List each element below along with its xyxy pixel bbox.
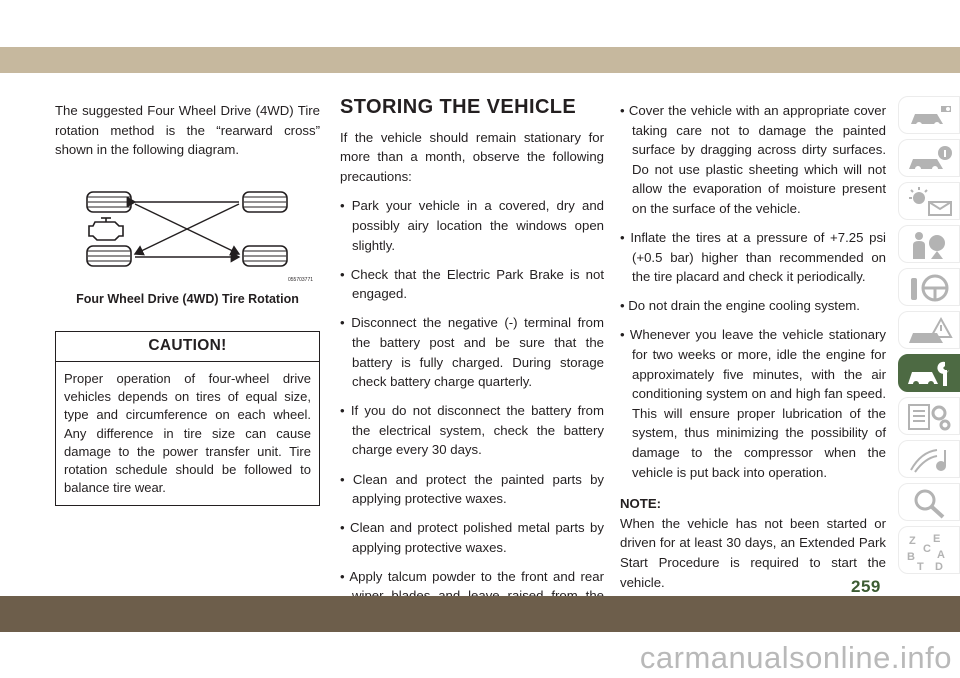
watermark: carmanualsonline.info	[639, 640, 952, 675]
caution-body: Proper operation of four-wheel drive vehicles depends on tires of equal size, type and circumference on each wheel. Any difference in tire size can cause damage to the power transfer unit. Tire rotation schedule should be followed to balance tire wear.	[64, 370, 311, 496]
tab-getting-to-know-instrument-panel[interactable]	[898, 139, 960, 177]
header-band	[0, 47, 960, 73]
specifications-gears-icon	[905, 401, 957, 433]
tab-in-case-of-emergency[interactable]	[898, 311, 960, 349]
list-item: • Whenever you leave the vehicle stationary for two weeks or more, idle the engine for approximately five minutes, with the air conditioning system on and high fan speed. This will ensure proper lubrication of the system, thus minimizing the possibility of damage to the compressor when the vehicle is put back into operation.	[620, 327, 886, 480]
front-left-tire-icon	[87, 192, 131, 212]
car-key-icon	[905, 100, 957, 132]
list-item: • If you do not disconnect the battery from the electrical system, check the battery charge every 30 days.	[340, 403, 604, 458]
index-letter: D	[935, 561, 943, 572]
list-item: • Disconnect the negative (-) terminal from the battery post and be sure that the battery is fully charged. During storage check battery charge quarterly.	[340, 315, 604, 390]
tab-index[interactable]	[898, 526, 960, 574]
diagram-id: 055703771	[288, 276, 314, 283]
steering-wheel-icon	[905, 272, 957, 304]
tab-technical-specifications[interactable]	[898, 397, 960, 435]
tab-getting-to-know-vehicle[interactable]	[898, 96, 960, 134]
search-magnifier-icon	[905, 487, 957, 519]
caution-title: CAUTION!	[56, 332, 319, 362]
list-item: • Clean and protect the painted parts by applying protective waxes.	[340, 471, 604, 507]
tab-safety[interactable]	[898, 182, 960, 220]
tab-multimedia[interactable]	[898, 440, 960, 478]
hazard-car-icon	[905, 315, 957, 347]
tab-customer-assistance[interactable]	[898, 483, 960, 521]
index-letter: E	[933, 533, 941, 545]
tire-rotation-intro: The suggested Four Wheel Drive (4WD) Tire rotation method is the “rearward cross” shown in the following diagram.	[55, 103, 320, 158]
storing-intro: If the vehicle should remain stationary for more than a month, observe the following precautions:	[340, 129, 604, 184]
chapter-tabs	[898, 96, 960, 574]
index-letters-icon	[905, 530, 957, 572]
note-text: When the vehicle has not been started or driven for at least 30 days, an Extended Park Start Procedure is required to start the vehicle.	[620, 515, 886, 590]
note-label: NOTE:	[620, 496, 662, 512]
multimedia-icon	[905, 444, 957, 476]
tab-servicing-maintenance[interactable]	[898, 354, 960, 392]
car-wrench-icon	[905, 358, 957, 390]
list-item: • Clean and protect polished metal parts by applying protective waxes.	[340, 520, 604, 555]
caution-box	[55, 331, 320, 506]
index-letter: B	[907, 551, 915, 563]
rear-right-tire-icon	[243, 246, 287, 266]
index-letter: C	[923, 543, 931, 555]
list-item: • Park your vehicle in a covered, dry and possibly airy location the windows open slightly.	[340, 198, 604, 253]
tire-rotation-diagram	[55, 178, 320, 286]
diagram-caption: Four Wheel Drive (4WD) Tire Rotation	[76, 291, 299, 306]
tab-multimedia-driving[interactable]	[898, 268, 960, 306]
list-item: • Cover the vehicle with an appropriate cover taking care not to damage the painted surface by dragging across dirty surfaces. Do not use plastic sheeting which will not allow the evaporation of moisture present on the surface of the vehicle.	[620, 103, 886, 216]
middle-column	[340, 96, 604, 635]
engine-icon	[89, 218, 123, 240]
index-letter: Z	[909, 535, 916, 547]
warning-light-message-icon	[905, 186, 957, 218]
seatbelt-airbag-icon	[905, 229, 957, 261]
list-item: • Do not drain the engine cooling system.	[620, 298, 860, 314]
list-item: • Inflate the tires at a pressure of +7.25 psi (+0.5 bar) higher than recommended on the tire placard and check it periodically.	[620, 230, 886, 285]
page-number: 259	[851, 577, 881, 596]
section-heading: STORING THE VEHICLE	[340, 96, 577, 118]
tab-starting-operating[interactable]	[898, 225, 960, 263]
index-letter: A	[937, 549, 945, 561]
car-info-icon	[905, 143, 957, 175]
rotation-arrows	[135, 202, 239, 257]
index-letter: T	[917, 561, 924, 572]
rear-left-tire-icon	[87, 246, 131, 266]
left-column	[55, 101, 320, 506]
list-item: • Apply talcum powder to the front and rear	[340, 568, 604, 584]
list-item: • Check that the Electric Park Brake is not engaged.	[340, 266, 604, 302]
footer-band	[0, 596, 960, 632]
front-right-tire-icon	[243, 192, 287, 212]
right-column	[620, 101, 886, 651]
